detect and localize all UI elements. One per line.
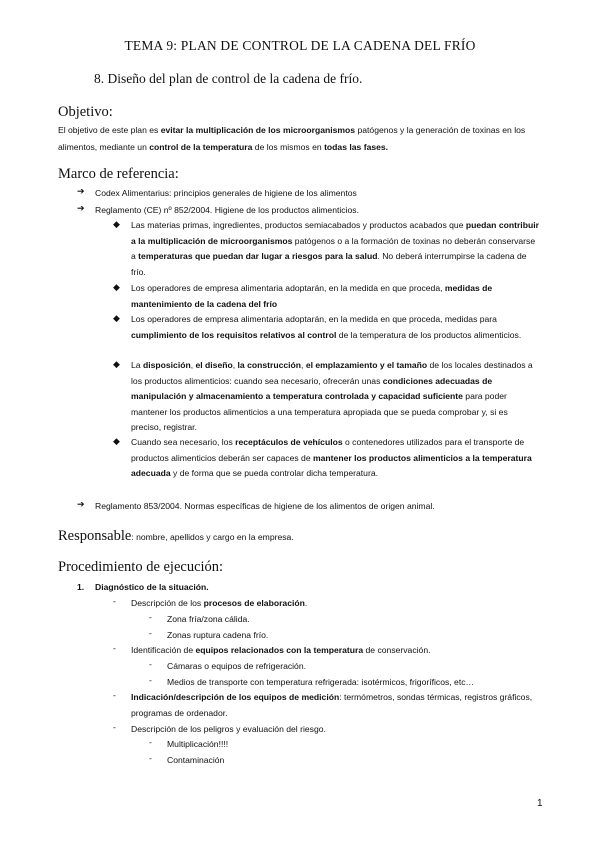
marco-heading: Marco de referencia: <box>58 166 179 182</box>
arrow-bullet-icon: ➔ <box>77 203 85 213</box>
procedimiento-heading: Procedimiento de ejecución: <box>58 559 224 575</box>
dash-subitem-transporte: Medios de transporte con temperatura refrigerada: isotérmicos, frigoríficos, etc… <box>167 677 475 687</box>
dash-subitem-contaminacion: Contaminación <box>167 755 225 765</box>
dash-item-equipos: Identificación de equipos relacionados con la temperatura de conservación. <box>131 645 431 655</box>
objetivo-heading: Objetivo: <box>58 104 113 120</box>
ref-reglamento-853: Reglamento 853/2004. Normas específicas de higiene de los alimentos de origen animal. <box>95 501 435 511</box>
responsable-text: : nombre, apellidos y cargo en la empresa. <box>131 532 294 542</box>
dash-item-medicion: Indicación/descripción de los equipos de medición: termómetros, sondas térmicas, registros gráficos, programas de ordenador. <box>131 692 533 718</box>
dash-bullet-icon: - <box>113 690 116 700</box>
dash-bullet-icon: - <box>113 643 116 653</box>
ref-reglamento-852: Reglamento (CE) nº 852/2004. Higiene de los productos alimenticios. <box>95 205 359 215</box>
dash-bullet-icon: - <box>149 612 152 622</box>
sub-item-locales: La disposición, el diseño, la construcción, el emplazamiento y el tamaño de los locales destinados a los productos alimenticios: cuando sea necesario, ofrecerán unas condiciones adecuadas de manipulación y almacenamiento a temperatura controlada y capacidad suficiente para poder mantener los productos alimenticios a una temperatura apropiada que se pueda comprobar y, si es preciso, registrar. <box>131 360 533 433</box>
diamond-bullet-icon: ◆ <box>113 359 120 369</box>
ref-codex: Codex Alimentarius: principios generales de higiene de los alimentos <box>95 188 357 198</box>
dash-item-procesos: Descripción de los procesos de elaboración. <box>131 598 308 608</box>
dash-subitem-zona: Zona fría/zona cálida. <box>167 614 250 624</box>
dash-bullet-icon: - <box>113 722 116 732</box>
dash-bullet-icon: - <box>149 659 152 669</box>
page-title: TEMA 9: PLAN DE CONTROL DE LA CADENA DEL FRÍO <box>124 38 476 53</box>
sub-item-requisitos: Los operadores de empresa alimentaria adoptarán, en la medida en que proceda, medidas para cumplimiento de los requisitos relativos al control de la temperatura de los productos alimenticios. <box>131 314 522 340</box>
dash-bullet-icon: - <box>149 753 152 763</box>
diamond-bullet-icon: ◆ <box>113 219 120 229</box>
sub-item-mantenimiento: Los operadores de empresa alimentaria adoptarán, en la medida en que proceda, medidas de mantenimiento de la cadena del frío <box>131 283 493 309</box>
dash-subitem-camaras: Cámaras o equipos de refrigeración. <box>167 661 307 671</box>
dash-item-peligros: Descripción de los peligros y evaluación del riesgo. <box>131 724 326 734</box>
sub-item-materias-primas: Las materias primas, ingredientes, productos semiacabados y productos acabados que puedan contribuir a la multiplicación de microorganismos patógenos o a la formación de toxinas no deberán conservarse a temperaturas que puedan dar lugar a riesgos para la salud. No deberá interrumpirse la cadena de frío. <box>131 220 539 277</box>
dash-bullet-icon: - <box>149 737 152 747</box>
item-diagnostico: Diagnóstico de la situación. <box>95 582 209 592</box>
dash-subitem-ruptura: Zonas ruptura cadena frío. <box>167 630 269 640</box>
responsable-line <box>58 527 294 545</box>
diamond-bullet-icon: ◆ <box>113 436 120 446</box>
objetivo-paragraph: El objetivo de este plan es evitar la multiplicación de los microorganismos patógenos y la generación de toxinas en los alimentos, mediante un control de la temperatura de los mismos en todas las fases. <box>58 125 526 152</box>
arrow-bullet-icon: ➔ <box>77 499 85 509</box>
diamond-bullet-icon: ◆ <box>113 282 120 292</box>
diamond-bullet-icon: ◆ <box>113 313 120 323</box>
dash-bullet-icon: - <box>113 596 116 606</box>
item-number: 1. <box>77 582 85 592</box>
arrow-bullet-icon: ➔ <box>77 186 85 196</box>
sub-item-vehiculos: Cuando sea necesario, los receptáculos de vehículos o contenedores utilizados para el transporte de productos alimenticios deberán ser capaces de mantener los productos alimenticios a la temperatura adecuada y de forma que se pueda controlar dicha temperatura. <box>131 437 532 479</box>
section-subtitle: 8. Diseño del plan de control de la cadena de frío. <box>94 71 363 86</box>
responsable-heading: Responsable <box>58 528 132 544</box>
page-number: 1 <box>537 798 543 809</box>
dash-bullet-icon: - <box>149 675 152 685</box>
dash-subitem-multiplicacion: Multiplicación!!!! <box>167 739 229 749</box>
dash-bullet-icon: - <box>149 628 152 638</box>
